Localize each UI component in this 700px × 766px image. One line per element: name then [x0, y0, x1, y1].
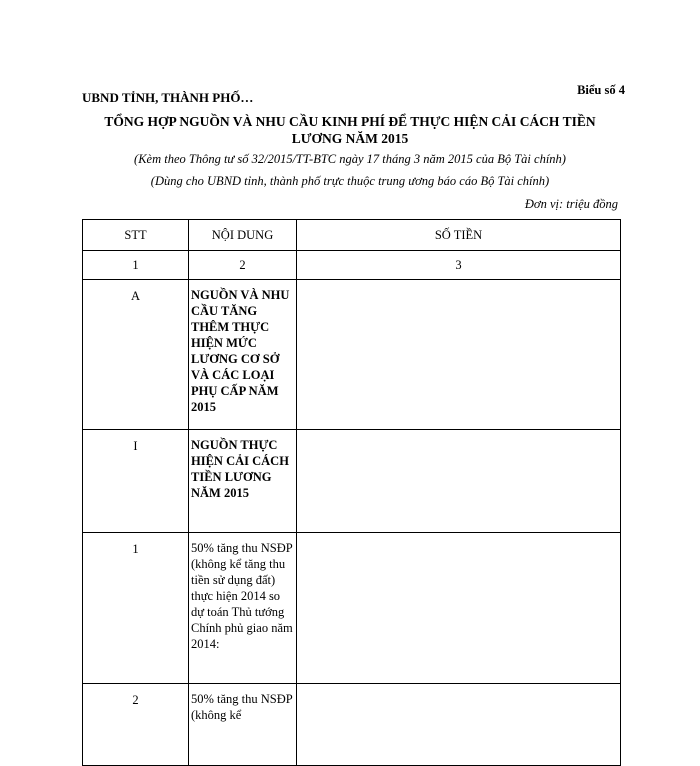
row-amount	[297, 280, 621, 430]
row-content: NGUỒN THỰC HIỆN CẢI CÁCH TIỀN LƯƠNG NĂM 2015	[189, 430, 297, 533]
row-content: 50% tăng thu NSĐP (không kể tăng thu tiền sử dụng đất) thực hiện 2014 so dự toán Thủ tướng Chính phủ giao năm 2014:	[189, 533, 297, 684]
column-number: 2	[189, 251, 297, 280]
row-stt: 1	[83, 533, 189, 684]
column-header-content: NỘI DUNG	[189, 220, 297, 251]
column-header-stt: STT	[83, 220, 189, 251]
row-amount	[297, 533, 621, 684]
row-stt: I	[83, 430, 189, 533]
row-content: NGUỒN VÀ NHU CẦU TĂNG THÊM THỰC HIỆN MỨC LƯƠNG CƠ SỞ VÀ CÁC LOẠI PHỤ CẤP NĂM 2015	[189, 280, 297, 430]
table-row	[83, 280, 621, 430]
column-number-row	[83, 251, 621, 280]
row-amount	[297, 684, 621, 766]
form-number-label: Biểu số 4	[577, 83, 625, 97]
column-number: 3	[297, 251, 621, 280]
province-heading: UBND TỈNH, THÀNH PHỐ…	[82, 90, 254, 105]
unit-label: Đơn vị: triệu đồng	[524, 197, 618, 211]
table-header-row	[83, 220, 621, 251]
table-row	[83, 533, 621, 684]
row-stt: A	[83, 280, 189, 430]
circular-reference-note: (Kèm theo Thông tư số 32/2015/TT-BTC ngày 17 tháng 3 năm 2015 của Bộ Tài chính)	[134, 152, 566, 166]
funding-table	[82, 219, 621, 766]
column-header-amount: SỐ TIỀN	[297, 220, 621, 251]
row-content: 50% tăng thu NSĐP (không kể	[189, 684, 297, 766]
table-row	[83, 430, 621, 533]
row-amount	[297, 430, 621, 533]
document-title: TỔNG HỢP NGUỒN VÀ NHU CẦU KINH PHÍ ĐỂ THỰC HIỆN CẢI CÁCH TIỀN LƯƠNG NĂM 2015	[104, 114, 596, 146]
column-number: 1	[83, 251, 189, 280]
table-row	[83, 684, 621, 766]
row-stt: 2	[83, 684, 189, 766]
usage-note: (Dùng cho UBND tỉnh, thành phố trực thuộc trung ương báo cáo Bộ Tài chính)	[150, 174, 550, 188]
